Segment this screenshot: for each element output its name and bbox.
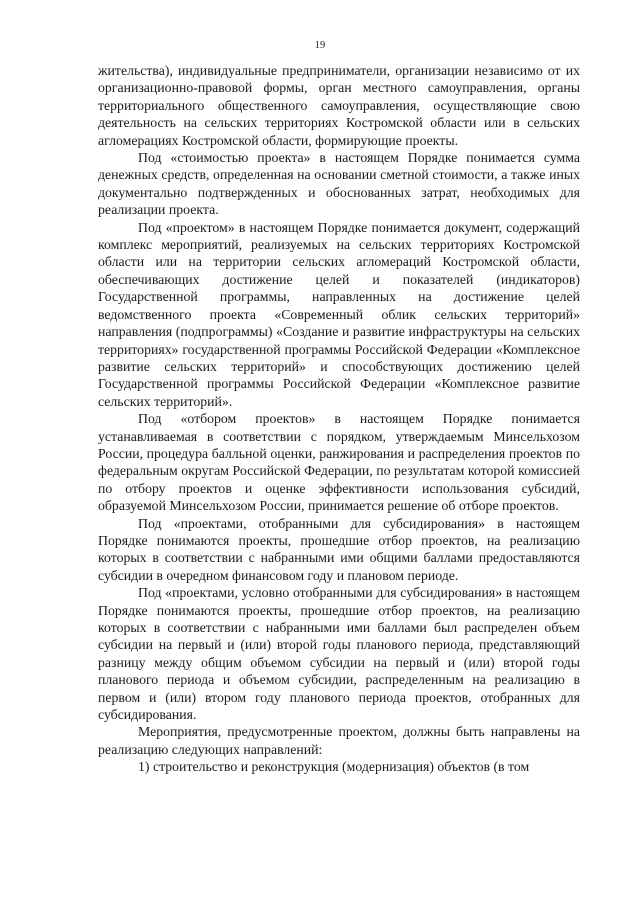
paragraph-4: Под «отбором проектов» в настоящем Порядке понимается устанавливаемая в соответствии с порядком, утверждаемым Минсельхозом России, процедура балльной оценки, ранжирования и распределения проектов по федеральным округам Российской Федерации, по результатам которой комиссией по отбору проектов и оценке эффективности использования субсидий, образуемой Минсельхозом России, принимается решение об отборе проектов. [98, 411, 580, 514]
paragraph-7: Мероприятия, предусмотренные проектом, должны быть направлены на реализацию следующих направлений: [98, 724, 580, 757]
document-body [98, 62, 580, 776]
paragraph-6: Под «проектами, условно отобранными для субсидирования» в настоящем Порядке понимаются проекты, прошедшие отбор проектов, на реализацию которых в соответствии с набранными ими баллами был распределен объем субсидии на первый и (или) второй годы планового периода, представляющий разницу между общим объемом субсидии на первый и (или) второй годы планового периода и объемом субсидии, распределенным на реализацию в первом и (или) втором году планового периода проектов, отобранных для субсидирования. [98, 585, 580, 723]
page-number: 19 [314, 40, 326, 51]
paragraph-3: Под «проектом» в настоящем Порядке понимается документ, содержащий комплекс мероприятий, реализуемых на сельских территориях Костромской области или на территории сельских агломераций Костромской области, обеспечивающих достижение целей и показателей (индикаторов) Государственной программы, направленных на достижение целей ведомственного проекта «Современный облик сельских территорий» направления (подпрограммы) «Создание и развитие инфраструктуры на сельских территориях» государственной программы Российской Федерации «Комплексное развитие сельских территорий» и способствующих достижению целей Государственной программы Российской Федерации «Комплексное развитие сельских территорий». [98, 219, 580, 409]
paragraph-8: 1) строительство и реконструкция (модернизация) объектов (в том [138, 759, 530, 775]
paragraph-5: Под «проектами, отобранными для субсидирования» в настоящем Порядке понимаются проекты, прошедшие отбор проектов, на реализацию которых в соответствии с набранными ими общими баллами предоставляются субсидии в очередном финансовом году и плановом периоде. [98, 515, 580, 583]
paragraph-2: Под «стоимостью проекта» в настоящем Порядке понимается сумма денежных средств, определенная на основании сметной стоимости, а также иных документально подтвержденных и обоснованных затрат, необходимых для реализации проекта. [98, 150, 580, 218]
paragraph-1: жительства), индивидуальные предприниматели, организации независимо от их организационно-правовой формы, орган местного самоуправления, органы территориального общественного самоуправления, осуществляющие свою деятельность на сельских территориях Костромской области или в сельских агломерациях Костромской области, формирующие проекты. [98, 63, 580, 148]
